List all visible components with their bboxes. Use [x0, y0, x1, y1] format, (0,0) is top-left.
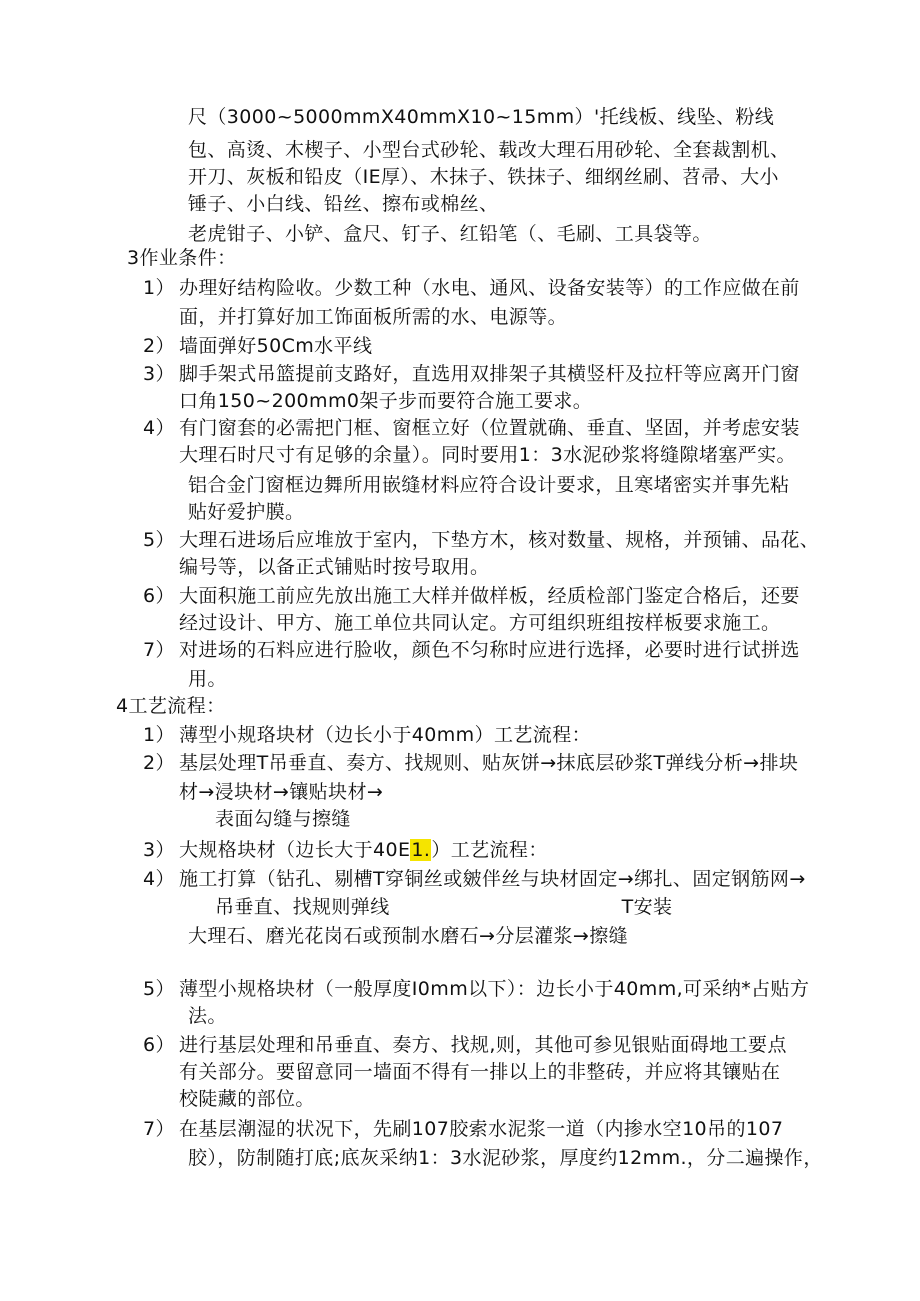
s4-item-5-line-2: 法。 — [188, 1005, 227, 1027]
s3-item-5-line-2: 编号等，以备正式铺贴时按号取用。 — [179, 556, 490, 578]
s4-item-4-line-3: 大理石、磨光花岗石或预制水磨石→分层灌浆→擦缝 — [188, 925, 629, 947]
s4-item-2-line-2: 材→浸块材→镶贴块材→ — [179, 781, 384, 803]
s4-item-6-line-2: 有关部分。要留意同一墙面不得有一排以上的非整砖，并应将其镶贴在 — [179, 1061, 781, 1083]
s4-item-6-line-3: 校陡藏的部位。 — [179, 1088, 315, 1110]
s4-item-4-line-2: 吊垂直、找规则弹线 T安装 — [215, 896, 673, 918]
s3-item-4-line-3: 铝合金门窗框边舞所用嵌缝材料应符合设计要求，且寒堵密实并事先粘 — [188, 474, 790, 496]
tools-line-3: 开刀、灰板和铅皮（IE厚）、木抹子、铁抹子、细纲丝刷、苕帚、大小 — [188, 166, 779, 188]
s4-item-5-line-1: 5） 薄型小规格块材（一般厚度I0mm以下）：边长小于40mm,可采纳*占贴方 — [143, 978, 810, 1000]
s4-item-1: 1） 薄型小规珞块材（边长小于40mm）工艺流程： — [143, 724, 591, 746]
tools-line-5: 老虎钳子、小铲、盒尺、钉子、红铅笔（、毛刷、工具袋等。 — [188, 223, 712, 245]
s3-item-2: 2） 墙面弹好50Cm水平线 — [143, 335, 373, 357]
s3-item-6-line-2: 经过设计、甲方、施工单位共同认定。方可组织班组按样板要求施工。 — [179, 612, 781, 634]
s3-item-7-line-1: 7） 对进场的石料应进行脸收，颜色不匀称时应进行选择，必要时进行试拼选 — [143, 639, 800, 661]
section-4-heading: 4工艺流程： — [116, 695, 226, 717]
s4-item-3: 3） 大规格块材（边长大于40E1.）工艺流程： — [143, 839, 548, 861]
tools-line-4: 锤子、小白线、铅丝、擦布或棉丝、 — [188, 193, 499, 215]
s3-item-3-line-2: 口角150~200mm0架子步而要符合施工要求。 — [179, 390, 593, 412]
s3-item-5-line-1: 5） 大理石进场后应堆放于室内，下垫方木，核对数量、规格，并预铺、品花、 — [143, 529, 820, 551]
s3-item-4-line-2: 大理石时尺寸有足够的余量）。同时要用1：3水泥砂浆将缝隙堵塞严实。 — [179, 444, 796, 466]
s3-item-1-line-1: 1） 办理好结构险收。少数工种（水电、通风、设备安装等）的工作应做在前 — [143, 277, 800, 299]
section-3-heading: 3作业条件： — [127, 247, 237, 269]
s4-item-2-line-3: 表面勾缝与擦缝 — [215, 808, 351, 830]
tools-line-2: 包、高烫、木楔子、小型台式砂轮、载改大理石用砂轮、全套裁割机、 — [188, 139, 790, 161]
s4-item-7-line-1: 7） 在基层潮湿的状况下，先刷107胶索水泥浆一道（内掺水空10吊的107 — [143, 1118, 784, 1140]
s4-item-2-line-1: 2） 基层处理T吊垂直、奏方、找规则、贴灰饼→抹底层砂浆T弹线分析→排块 — [143, 752, 799, 774]
s3-item-4-line-4: 贴好爱护膜。 — [188, 501, 305, 523]
highlight-mark: 1. — [411, 839, 431, 861]
s3-item-6-line-1: 6） 大面积施工前应先放出施工大样并做样板，经质检部门鉴定合格后，还要 — [143, 585, 800, 607]
s4-item-7-line-2: 胶），防制随打底;底灰采纳1：3水泥砂浆，厚度约12mm.，分二遍操作， — [188, 1147, 823, 1169]
s3-item-3-line-1: 3） 脚手架式吊篮提前支路好，直选用双排架子其横竖杆及拉杆等应离开门窗 — [143, 363, 800, 385]
s3-item-1-line-2: 面，并打算好加工饰面板所需的水、电源等。 — [179, 306, 568, 328]
s4-item-4-line-1: 4） 施工打算（钻孔、剔槽T穿铜丝或皴伴丝与块材固定→绑扎、固定钢筋网→ — [143, 868, 806, 890]
tools-line-1: 尺（3000~5000mmX40mmX10~15mm）'托线板、线坠、粉线 — [188, 106, 775, 128]
s4-item-6-line-1: 6） 进行基层处理和吊垂直、奏方、找规,则，其他可参见银贴面碍地工要点 — [143, 1034, 787, 1056]
s3-item-7-line-2: 用。 — [188, 668, 227, 690]
s3-item-4-line-1: 4） 有门窗套的必需把门框、窗框立好（位置就确、垂直、坚固，并考虑安装 — [143, 417, 800, 439]
